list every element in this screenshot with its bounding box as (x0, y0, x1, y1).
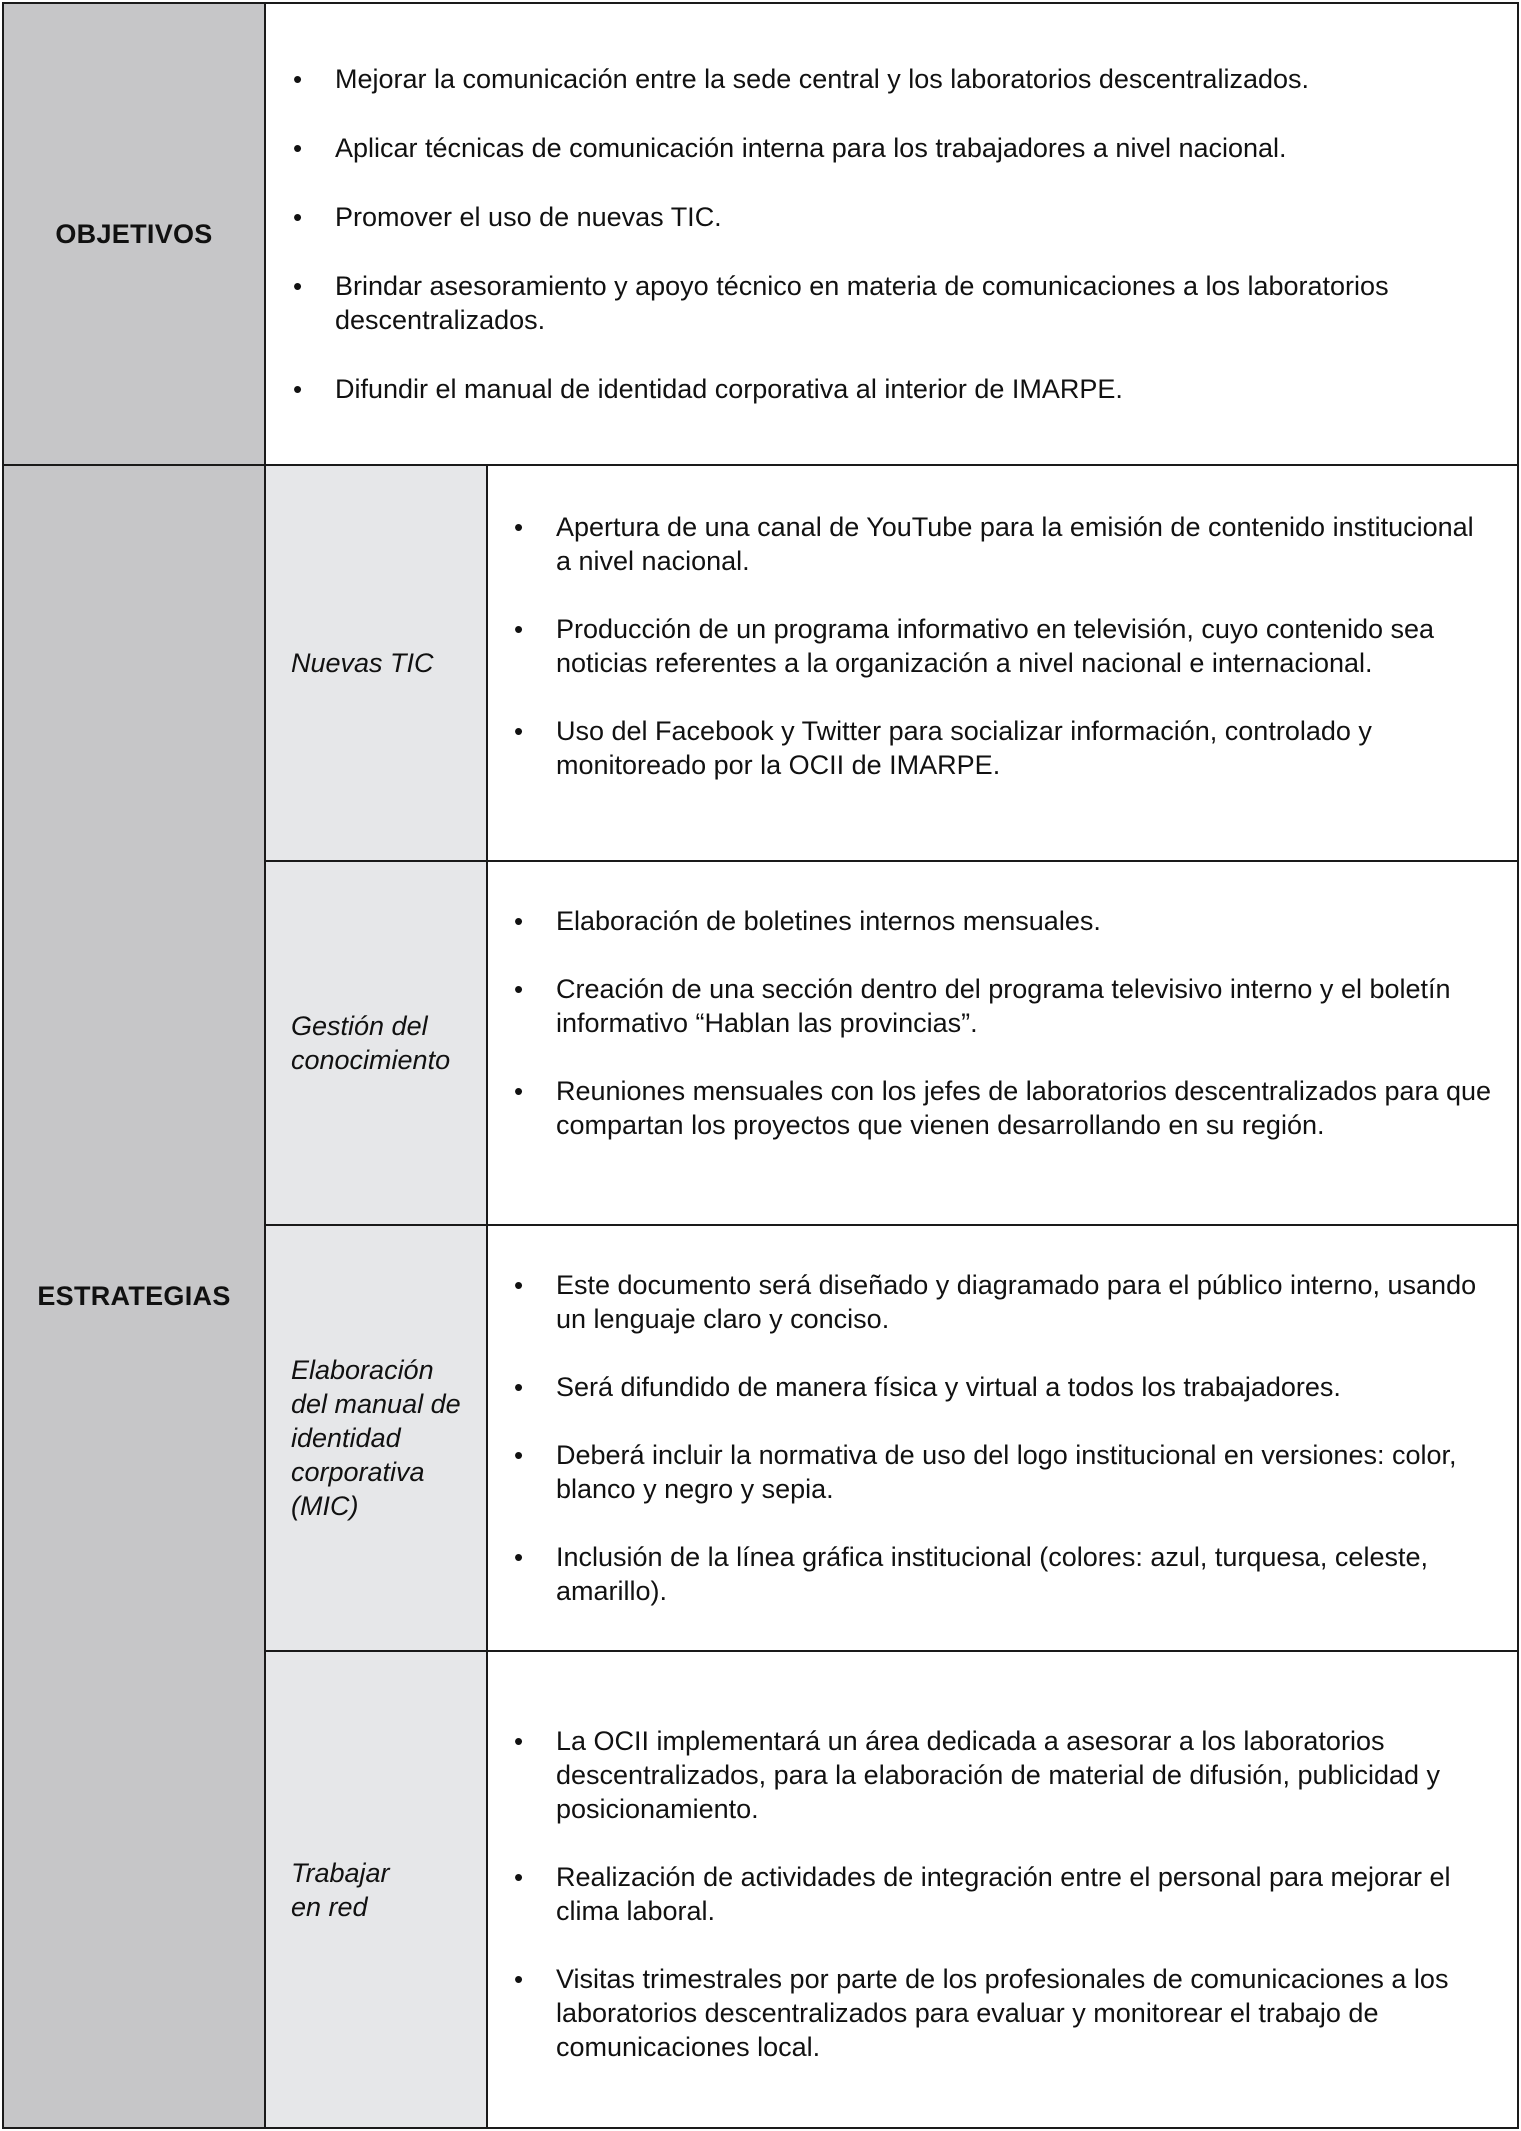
estrategias-row (4, 466, 1517, 2127)
strategy-group-content (488, 466, 1517, 860)
objetivos-list (335, 62, 1485, 441)
strategy-group-manual (266, 1226, 1517, 1650)
estrategias-label: ESTRATEGIAS (4, 466, 266, 2127)
strategy-table (2, 2, 1519, 2129)
objetivo-item: • Difundir el manual de identidad corporativa al interior de IMARPE. (335, 372, 1485, 406)
objetivo-item: • Aplicar técnicas de comunicación interna para los trabajadores a nivel nacional. (335, 131, 1485, 165)
objetivo-item: • Brindar asesoramiento y apoyo técnico en materia de comunicaciones a los laboratorios descentralizados. (335, 269, 1485, 337)
strategy-item: • La OCII implementará un área dedicada a asesorar a los laboratorios descentralizados, para la elaboración de material de difusión, publicidad y posicionamiento. (556, 1724, 1496, 1826)
strategy-group-list (556, 904, 1496, 1176)
strategy-item: • Apertura de una canal de YouTube para la emisión de contenido institucional a nivel nacional. (556, 510, 1496, 578)
strategy-group-nuevas-tic (266, 466, 1517, 860)
strategy-item: • Producción de un programa informativo en televisión, cuyo contenido sea noticias referentes a la organización a nivel nacional e internacional. (556, 612, 1496, 680)
strategy-group-list (556, 1724, 1496, 2098)
strategy-item: • Será difundido de manera física y virtual a todos los trabajadores. (556, 1370, 1496, 1404)
strategy-group-list (556, 510, 1496, 816)
strategy-group-content (488, 862, 1517, 1224)
objetivos-label: OBJETIVOS (4, 4, 266, 464)
objetivos-row (4, 4, 1517, 464)
strategy-group-label: Nuevas TIC (266, 466, 488, 860)
objetivo-item: • Promover el uso de nuevas TIC. (335, 200, 1485, 234)
strategy-item: • Inclusión de la línea gráfica institucional (colores: azul, turquesa, celeste, amarillo). (556, 1540, 1496, 1608)
strategy-item: • Realización de actividades de integración entre el personal para mejorar el clima laboral. (556, 1860, 1496, 1928)
strategy-group-gestion (266, 862, 1517, 1224)
objetivo-item: • Mejorar la comunicación entre la sede central y los laboratorios descentralizados. (335, 62, 1485, 96)
strategy-item: • Elaboración de boletines internos mensuales. (556, 904, 1496, 938)
strategy-group-label: Gestión del conocimiento (266, 862, 488, 1224)
strategy-group-trabajar-en-red (266, 1652, 1517, 2127)
strategy-item: • Reuniones mensuales con los jefes de laboratorios descentralizados para que compartan los proyectos que vienen desarrollando en su región. (556, 1074, 1496, 1142)
strategy-item: • Este documento será diseñado y diagramado para el público interno, usando un lenguaje claro y conciso. (556, 1268, 1496, 1336)
strategy-group-label: Elaboración del manual de identidad corporativa (MIC) (266, 1226, 488, 1650)
strategy-item: • Visitas trimestrales por parte de los profesionales de comunicaciones a los laboratorios descentralizados para evaluar y monitorear el trabajo de comunicaciones local. (556, 1962, 1496, 2064)
strategy-item: • Creación de una sección dentro del programa televisivo interno y el boletín informativo “Hablan las provincias”. (556, 972, 1496, 1040)
strategy-item: • Uso del Facebook y Twitter para socializar información, controlado y monitoreado por la OCII de IMARPE. (556, 714, 1496, 782)
strategy-group-content (488, 1226, 1517, 1650)
strategy-group-label: Trabajar en red (266, 1652, 488, 2127)
strategy-item: • Deberá incluir la normativa de uso del logo institucional en versiones: color, blanco y negro y sepia. (556, 1438, 1496, 1506)
objetivos-content (266, 4, 1517, 464)
strategy-group-list (556, 1268, 1496, 1642)
strategy-group-content (488, 1652, 1517, 2127)
